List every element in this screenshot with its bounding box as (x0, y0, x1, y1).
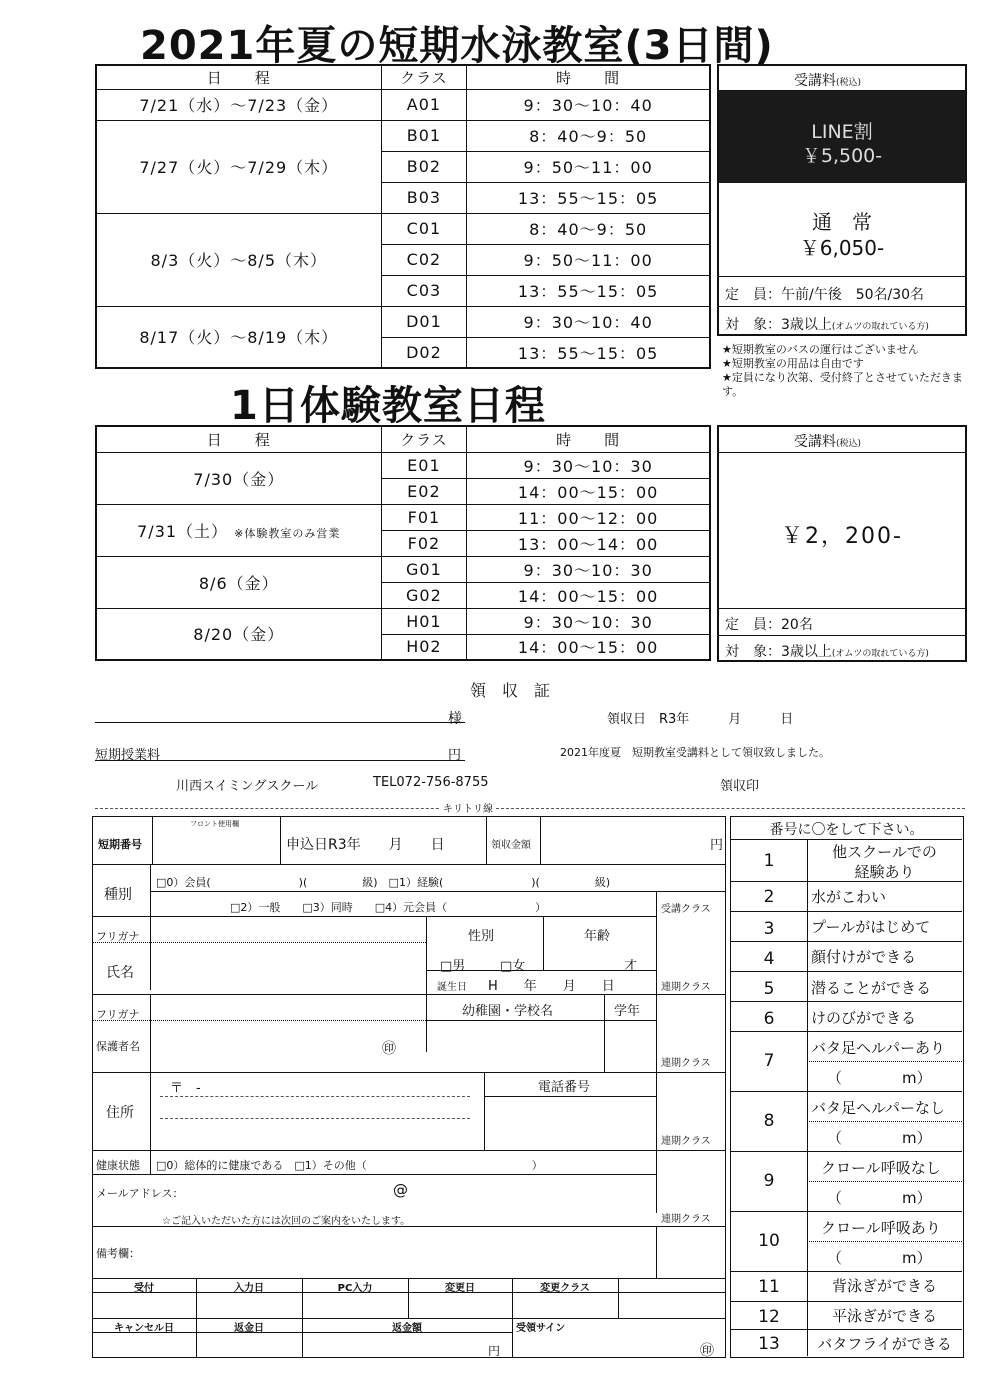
target: 対 象：3歳以上(オムツの取れている方) (725, 317, 929, 333)
class-time: 8：40～9：50 (467, 213, 710, 244)
guardian-seal: ㊞ (382, 1041, 396, 1057)
health-options[interactable]: □0）総体的に健康である □1）その他（ ） (156, 1159, 543, 1172)
fee-header: 受講料(税込) (794, 434, 862, 450)
school-name: 川西スイミングスクール (176, 779, 319, 794)
name-furigana-field[interactable] (152, 918, 422, 940)
email-note: ☆ご記入いただいた方には次回のご案内をいたします。 (162, 1216, 411, 1227)
cancel-date-label: キャンセル日 (114, 1323, 174, 1334)
class-code: C01 (381, 213, 467, 244)
class-code: E01 (381, 452, 467, 478)
class-time: 13：55～15：05 (467, 275, 710, 306)
input-date-label: 入力日 (234, 1283, 264, 1294)
header-date: 日 程 (96, 65, 381, 89)
skill-checklist (730, 816, 964, 1358)
name-field[interactable] (152, 946, 422, 988)
checklist-title: 番号に〇をして下さい。 (769, 822, 924, 838)
note: ★短期教室の用品は自由です (722, 357, 864, 370)
receipt-yen: 円 (448, 748, 462, 763)
remarks-field[interactable] (150, 1230, 650, 1274)
change-date-label: 変更日 (445, 1283, 475, 1294)
class-code: A01 (381, 89, 467, 120)
category-options-1[interactable]: □0）会員( )( 級) □1）経験( )( 級) (156, 876, 611, 889)
cut-line-label: キリトリ線 (440, 800, 496, 815)
name-label: 氏名 (106, 965, 134, 981)
checklist-item-distance[interactable]: （ m） (827, 1189, 932, 1207)
checklist-number[interactable]: 2 (763, 887, 775, 907)
school-label: 幼稚園・学校名 (462, 1004, 554, 1019)
checklist-number[interactable]: 1 (763, 851, 775, 871)
checklist-item: クロール呼吸あり (821, 1219, 941, 1237)
refund-row (92, 1318, 726, 1358)
health-label: 健康状態 (96, 1159, 140, 1172)
trial-price: ￥2，200- (781, 524, 903, 549)
header-class: クラス (381, 426, 467, 452)
checklist-item: 背泳ぎができる (831, 1277, 937, 1295)
checklist-number[interactable]: 5 (763, 979, 775, 999)
checklist-item: 他スクールでの (832, 843, 937, 861)
sex-male-checkbox[interactable]: □男 (440, 959, 466, 974)
change-class-label: 変更クラス (540, 1283, 590, 1294)
schedule-date: 7/31（土） ※体験教室のみ営業 (96, 504, 381, 556)
front-use-label: フロント使用欄 (190, 820, 239, 828)
line-price: ￥5,500- (801, 145, 883, 167)
email-label: メールアドレス： (96, 1187, 184, 1200)
class-code: H01 (381, 608, 467, 634)
refund-yen: 円 (488, 1344, 501, 1358)
checklist-item: 平泳ぎができる (831, 1307, 937, 1325)
age-label: 年齢 (584, 929, 611, 944)
header-class: クラス (381, 65, 467, 89)
checklist-item: クロール呼吸なし (821, 1159, 941, 1177)
sex-label: 性別 (468, 929, 495, 944)
receipt-stamp: 領収印 (720, 779, 760, 794)
school-tel: TEL072-756-8755 (373, 775, 489, 790)
renki-class-label: 連期クラス (661, 1136, 711, 1147)
summer-notes (722, 343, 967, 399)
receipt-sama: 様 (448, 711, 462, 727)
header-time: 時 間 (467, 426, 710, 452)
summer-title: 2021年夏の短期水泳教室(3日間) (140, 23, 774, 69)
phone-field[interactable] (488, 1100, 652, 1146)
schedule-date: 7/27（火）～7/29（木） (96, 120, 381, 213)
refund-amount-label: 返金額 (392, 1323, 422, 1334)
guardian-label: 保護者名 (96, 1040, 140, 1053)
class-time: 13：00～14：00 (467, 530, 710, 556)
age-unit: 才 (624, 959, 638, 974)
class-time: 11：00～12：00 (467, 504, 710, 530)
receipt-title: 領 収 証 (470, 681, 551, 700)
checklist-item: けのびができる (811, 1009, 917, 1027)
checklist-item: バタ足ヘルパーあり (811, 1039, 945, 1057)
receipt-fee-label: 短期授業料 (95, 748, 161, 763)
checklist-number[interactable]: 12 (758, 1307, 780, 1327)
line-discount-panel (719, 91, 965, 183)
checklist-item-distance[interactable]: （ m） (827, 1069, 932, 1087)
target: 対 象：3歳以上(オムツの取れている方) (725, 644, 929, 660)
birth-date-field[interactable]: H 年 月 日 (488, 979, 615, 994)
guardian-furigana-label: フリガナ (96, 1008, 140, 1021)
checklist-number[interactable]: 13 (758, 1334, 780, 1354)
trial-title: 1日体験教室日程 (230, 383, 546, 429)
refund-date-label: 返金日 (234, 1323, 264, 1334)
amount-label: 領収金額 (491, 840, 531, 851)
remarks-label: 備考欄： (96, 1247, 140, 1260)
class-code: G01 (381, 556, 467, 582)
renki-class-label: 連期クラス (661, 982, 711, 993)
grade-label: 学年 (614, 1004, 641, 1019)
fee-header: 受講料(税込) (794, 73, 862, 89)
checklist-number[interactable]: 11 (758, 1277, 780, 1297)
phone-label: 電話番号 (538, 1080, 591, 1095)
normal-price: ￥6,050- (799, 236, 885, 260)
renki-class-label: 連期クラス (661, 1214, 711, 1225)
note: ★短期教室のバスの運行はございません (722, 343, 919, 356)
class-code: C02 (381, 244, 467, 275)
trial-fee-box (717, 425, 967, 662)
capacity: 定 員：午前/午後 50名/30名 (725, 287, 925, 303)
checklist-number[interactable]: 3 (763, 919, 775, 939)
class-time: 14：00～15：00 (467, 478, 710, 504)
number-field[interactable] (160, 830, 278, 860)
checklist-item: 水がこわい (811, 888, 887, 906)
name-furigana-label: フリガナ (96, 930, 140, 943)
renki-class-label: 連期クラス (661, 1058, 711, 1069)
number-label: 短期番号 (98, 838, 142, 851)
class-time: 14：00～15：00 (467, 582, 710, 608)
class-time: 9：30～10：30 (467, 556, 710, 582)
sign-seal: ㊞ (700, 1343, 714, 1359)
class-time: 9：30～10：30 (467, 452, 710, 478)
class-code: C03 (381, 275, 467, 306)
class-time: 9：30～10：40 (467, 306, 710, 337)
trial-schedule-table (95, 425, 711, 661)
class-code: G02 (381, 582, 467, 608)
address-label: 住所 (106, 1105, 134, 1121)
capacity: 定 員：20名 (725, 617, 813, 633)
receipt-date: 領収日 R3年 月 日 (607, 712, 794, 727)
checklist-item-distance[interactable]: （ m） (827, 1249, 932, 1267)
checklist-number[interactable]: 7 (763, 1051, 775, 1071)
schedule-date: 7/21（水）～7/23（金） (96, 89, 381, 120)
pc-input-label: PC入力 (337, 1283, 373, 1294)
header-date: 日 程 (96, 426, 381, 452)
note: ★定員になり次第、受付終了とさせていただきます。 (722, 371, 963, 398)
class-time: 8：40～9：50 (467, 120, 710, 151)
checklist-item: プールがはじめて (811, 918, 931, 936)
class-code: B02 (381, 151, 467, 182)
email-at: @ (393, 1181, 408, 1199)
postal-code-field[interactable]: 〒 - (170, 1081, 201, 1096)
schedule-date: 8/6（金） (96, 556, 381, 608)
class-code: D02 (381, 337, 467, 368)
schedule-date: 7/30（金） (96, 452, 381, 504)
sex-female-checkbox[interactable]: □女 (500, 959, 526, 974)
class-code: H02 (381, 634, 467, 660)
checklist-item: バタ足ヘルパーなし (811, 1099, 945, 1117)
reception-label: 受付 (134, 1283, 154, 1294)
office-use-row (92, 1278, 726, 1318)
schedule-date: 8/3（火）～8/5（木） (96, 213, 381, 306)
header-time: 時 間 (467, 65, 710, 89)
checklist-number[interactable]: 10 (758, 1231, 780, 1251)
birth-label: 誕生日 (437, 982, 467, 993)
schedule-date: 8/17（火）～8/19（木） (96, 306, 381, 368)
class-time: 9：50～11：00 (467, 244, 710, 275)
checklist-item-distance[interactable]: （ m） (827, 1129, 932, 1147)
class-code: B01 (381, 120, 467, 151)
class-time: 9：50～11：00 (467, 151, 710, 182)
category-label: 種別 (104, 887, 132, 903)
class-time: 14：00～15：00 (467, 634, 710, 660)
class-code: D01 (381, 306, 467, 337)
category-options-2[interactable]: □2）一般 □3）同時 □4）元会員（ ） (230, 901, 547, 914)
checklist-item: 顔付けができる (811, 948, 917, 966)
schedule-date: 8/20（金） (96, 608, 381, 660)
receipt-statement: 2021年度夏 短期教室受講料として領収致しました。 (560, 746, 830, 759)
summer-fee-box (717, 64, 967, 336)
checklist-item-sub: 経験あり (854, 863, 915, 881)
checklist-number[interactable]: 4 (763, 949, 775, 969)
line-label: LINE割 (811, 121, 873, 143)
receipt-sign-label: 受領サイン (516, 1323, 566, 1334)
class-time: 9：30～10：40 (467, 89, 710, 120)
amount-yen: 円 (710, 838, 724, 853)
class-label: 受講クラス (661, 904, 711, 915)
checklist-number[interactable]: 8 (763, 1111, 775, 1131)
class-time: 9：30～10：30 (467, 608, 710, 634)
class-time: 13：55～15：05 (467, 182, 710, 213)
checklist-number[interactable]: 9 (763, 1171, 775, 1191)
email-field[interactable] (200, 1178, 640, 1202)
class-code: E02 (381, 478, 467, 504)
class-code: F01 (381, 504, 467, 530)
normal-label: 通 常 (812, 210, 872, 234)
summer-schedule-table (95, 64, 711, 369)
class-code: B03 (381, 182, 467, 213)
checklist-number[interactable]: 6 (763, 1009, 775, 1029)
apply-date[interactable]: 申込日R3年 月 日 (286, 837, 445, 853)
checklist-item: バタフライができる (817, 1335, 952, 1353)
checklist-item: 潜ることができる (811, 979, 932, 997)
class-code: F02 (381, 530, 467, 556)
class-time: 13：55～15：05 (467, 337, 710, 368)
